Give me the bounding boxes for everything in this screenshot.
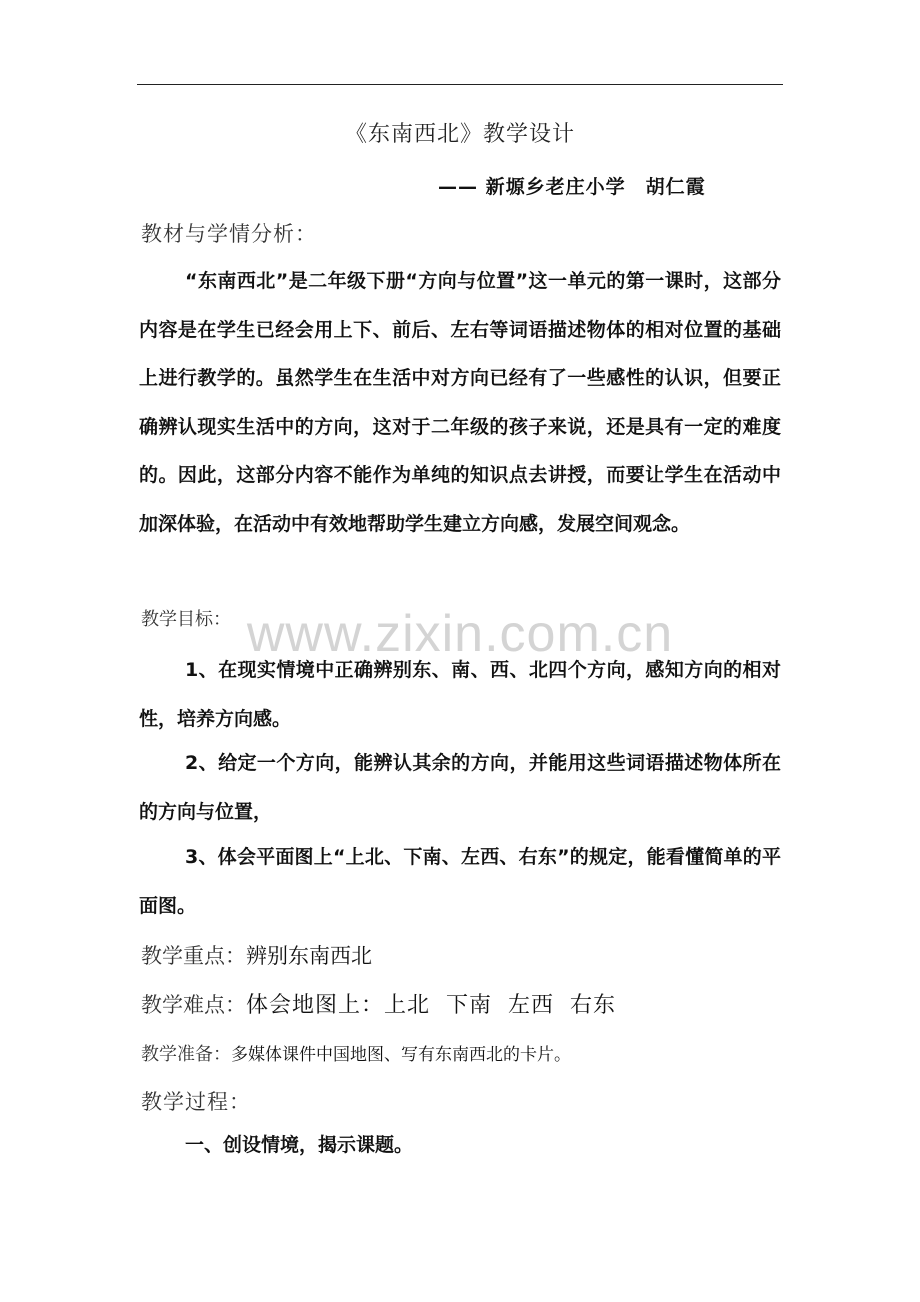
header-rule <box>137 84 783 85</box>
document-title: 《东南西北》教学设计 <box>344 122 575 147</box>
preparation-label: 教学准备： <box>141 1044 231 1065</box>
analysis-heading: 教材与学情分析： <box>141 222 317 246</box>
goals-heading: 教学目标： <box>141 609 231 630</box>
watermark: www.zixin.com.cn <box>246 605 674 663</box>
key-point-value: 辨别东南西北 <box>246 944 372 968</box>
key-point-label: 教学重点： <box>141 944 246 968</box>
difficulty-line <box>141 988 616 1019</box>
preparation-line <box>141 1040 571 1066</box>
analysis-paragraph: “东南西北”是二年级下册“方向与位置”这一单元的第一课时，这部分内容是在学生已经会用上下、前后、左右等词语描述物体的相对位置的基础上进行教学的。虽然学生在生活中对方向已经有了一些感性的认识，但要正确辨认现实生活中的方向，这对于二年级的孩子来说，还是具有一定的难度的。因此，这部分内容不能作为单纯的知识点去讲授，而要让学生在活动中加深体验，在活动中有效地帮助学生建立方向感，发展空间观念。 <box>139 270 781 535</box>
process-heading: 教学过程： <box>141 1090 251 1114</box>
process-step-1: 一、创设情境，揭示课题。 <box>185 1134 414 1156</box>
author-byline: —— 新塬乡老庄小学 胡仁霞 <box>438 176 706 198</box>
difficulty-label: 教学难点： <box>141 993 246 1017</box>
goal-item-1: 1、在现实情境中正确辨别东、南、西、北四个方向，感知方向的相对性，培养方向感。 <box>139 659 781 730</box>
goal-item-2: 2、给定一个方向，能辨认其余的方向，并能用这些词语描述物体所在的方向与位置， <box>139 752 781 823</box>
difficulty-value: 体会地图上：上北 下南 左西 右东 <box>246 993 616 1018</box>
goal-item-3: 3、体会平面图上“上北、下南、左西、右东”的规定，能看懂简单的平面图。 <box>139 846 781 917</box>
key-point-line <box>141 940 372 970</box>
preparation-value: 多媒体课件中国地图、写有东南西北的卡片。 <box>231 1045 571 1065</box>
